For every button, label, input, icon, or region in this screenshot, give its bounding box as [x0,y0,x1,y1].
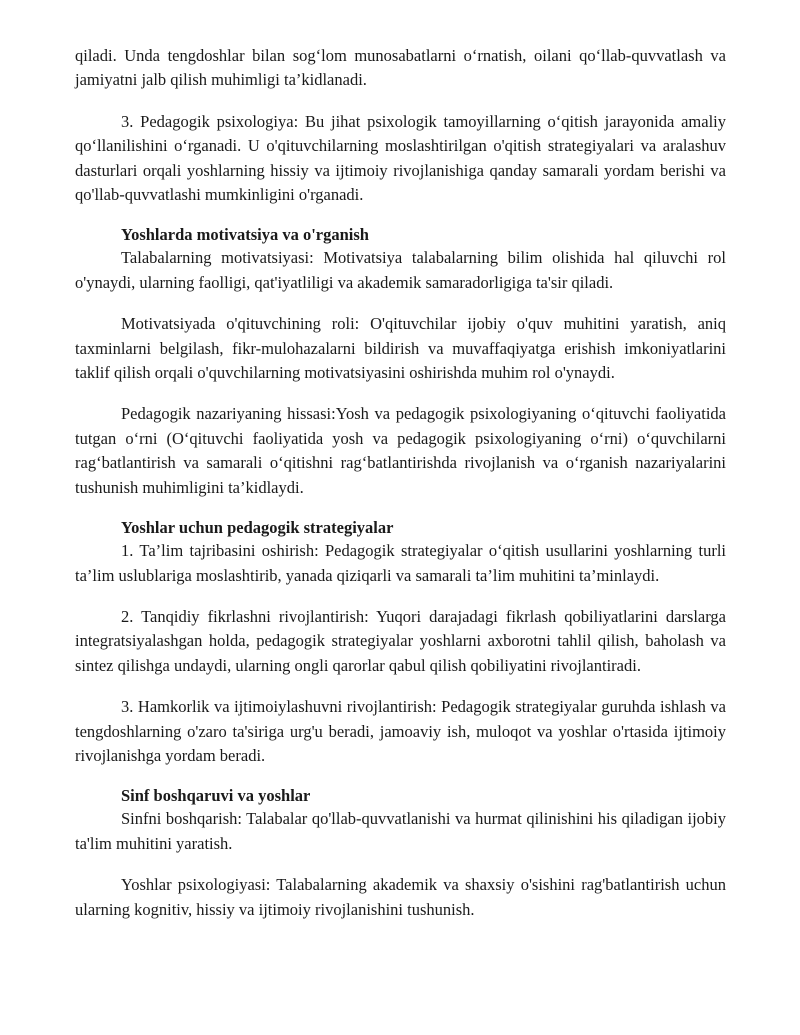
section-heading-motivation: Yoshlarda motivatsiya va o'rganish [121,225,369,245]
paragraph-teacher-role: Motivatsiyada o'qituvchining roli: O'qituvchilar ijobiy o'quv muhitini yaratish, aniq taxminlarni belgilash, fikr-mulohazalarni bildirish va muvaffaqiyatga erishish imkoniyatlarini taklif qilish orqali o'quvchilarning motivatsiyasini oshirishda muhim rol o'ynaydi. [75,314,726,383]
paragraph-learning-experience: 1. Ta’lim tajribasini oshirish: Pedagogik strategiyalar o‘qitish usullarini yoshlarning turli ta’lim uslublariga moslashtirib, yanada qiziqarli va samarali ta’lim muhitini ta’minlaydi. [75,541,726,585]
section-heading-classroom: Sinf boshqaruvi va yoshlar [121,786,311,806]
paragraph-collaboration: 3. Hamkorlik va ijtimoiylashuvni rivojlantirish: Pedagogik strategiyalar guruhda ishlash va tengdoshlarning o'zaro ta'siriga urg'u beradi, jamoaviy ish, muloqot va yoshlar o'rtasida ijtimoiy rivojlanishga yordam beradi. [75,697,726,765]
paragraph-pedagogical-psychology: 3. Pedagogik psixologiya: Bu jihat psixologik tamoyillarning o‘qitish jarayonida amaliy qo‘llanilishini o‘rganadi. U o'qituvchilarning moslashtirilgan o'qitish strategiyalari va aralashuv dasturlari orqali yoshlarning hissiy va ijtimoiy rivojlanishiga qanday samarali yordam berishi va qo'llab-quvvatlashi mumkinligini o'rganadi. [75,111,726,205]
paragraph-classroom-management: Sinfni boshqarish: Talabalar qo'llab-quvvatlanishi va hurmat qilinishini his qiladigan ijobiy ta'lim muhitini yaratish. [75,809,726,853]
section-heading-strategies: Yoshlar uchun pedagogik strategiyalar [121,518,394,538]
paragraph-theory-contribution: Pedagogik nazariyaning hissasi:Yosh va pedagogik psixologiyaning o‘qituvchi faoliyatida tutgan o‘rni (O‘qituvchi faoliyatida yosh va pedagogik psixologiyaning o‘rni) o‘quvchilarni rag‘batlantirish va samarali o‘qitishni rag‘batlantirishda rivojlanish va o‘rganish nazariyalarini tushunish muhimligini ta’kidlaydi. [75,404,726,497]
paragraph-continuation: qiladi. Unda tengdoshlar bilan sog‘lom munosabatlarni o‘rnatish, oilani qo‘llab-quvvatlash va jamiyatni jalb qilish muhimligi ta’kidlanadi. [75,46,726,90]
document-page [75,44,726,922]
paragraph-student-motivation: Talabalarning motivatsiyasi: Motivatsiya talabalarning bilim olishida hal qiluvchi rol o'ynaydi, ularning faolligi, qat'iyatliligi va akademik samaradorligiga ta'sir qiladi. [75,248,726,292]
paragraph-critical-thinking: 2. Tanqidiy fikrlashni rivojlantirish: Yuqori darajadagi fikrlash qobiliyatlarini darslarga integratsiyalashgan holda, pedagogik strategiyalar yoshlarni axborotni tahlil qilish, baholash va sintez qilishga undaydi, ularning ongli qarorlar qabul qilish qobiliyatini rivojlantiradi. [75,606,726,675]
paragraph-youth-psychology: Yoshlar psixologiyasi: Talabalarning akademik va shaxsiy o'sishini rag'batlantirish uchun ularning kognitiv, hissiy va ijtimoiy rivojlanishini tushunish. [75,875,726,919]
